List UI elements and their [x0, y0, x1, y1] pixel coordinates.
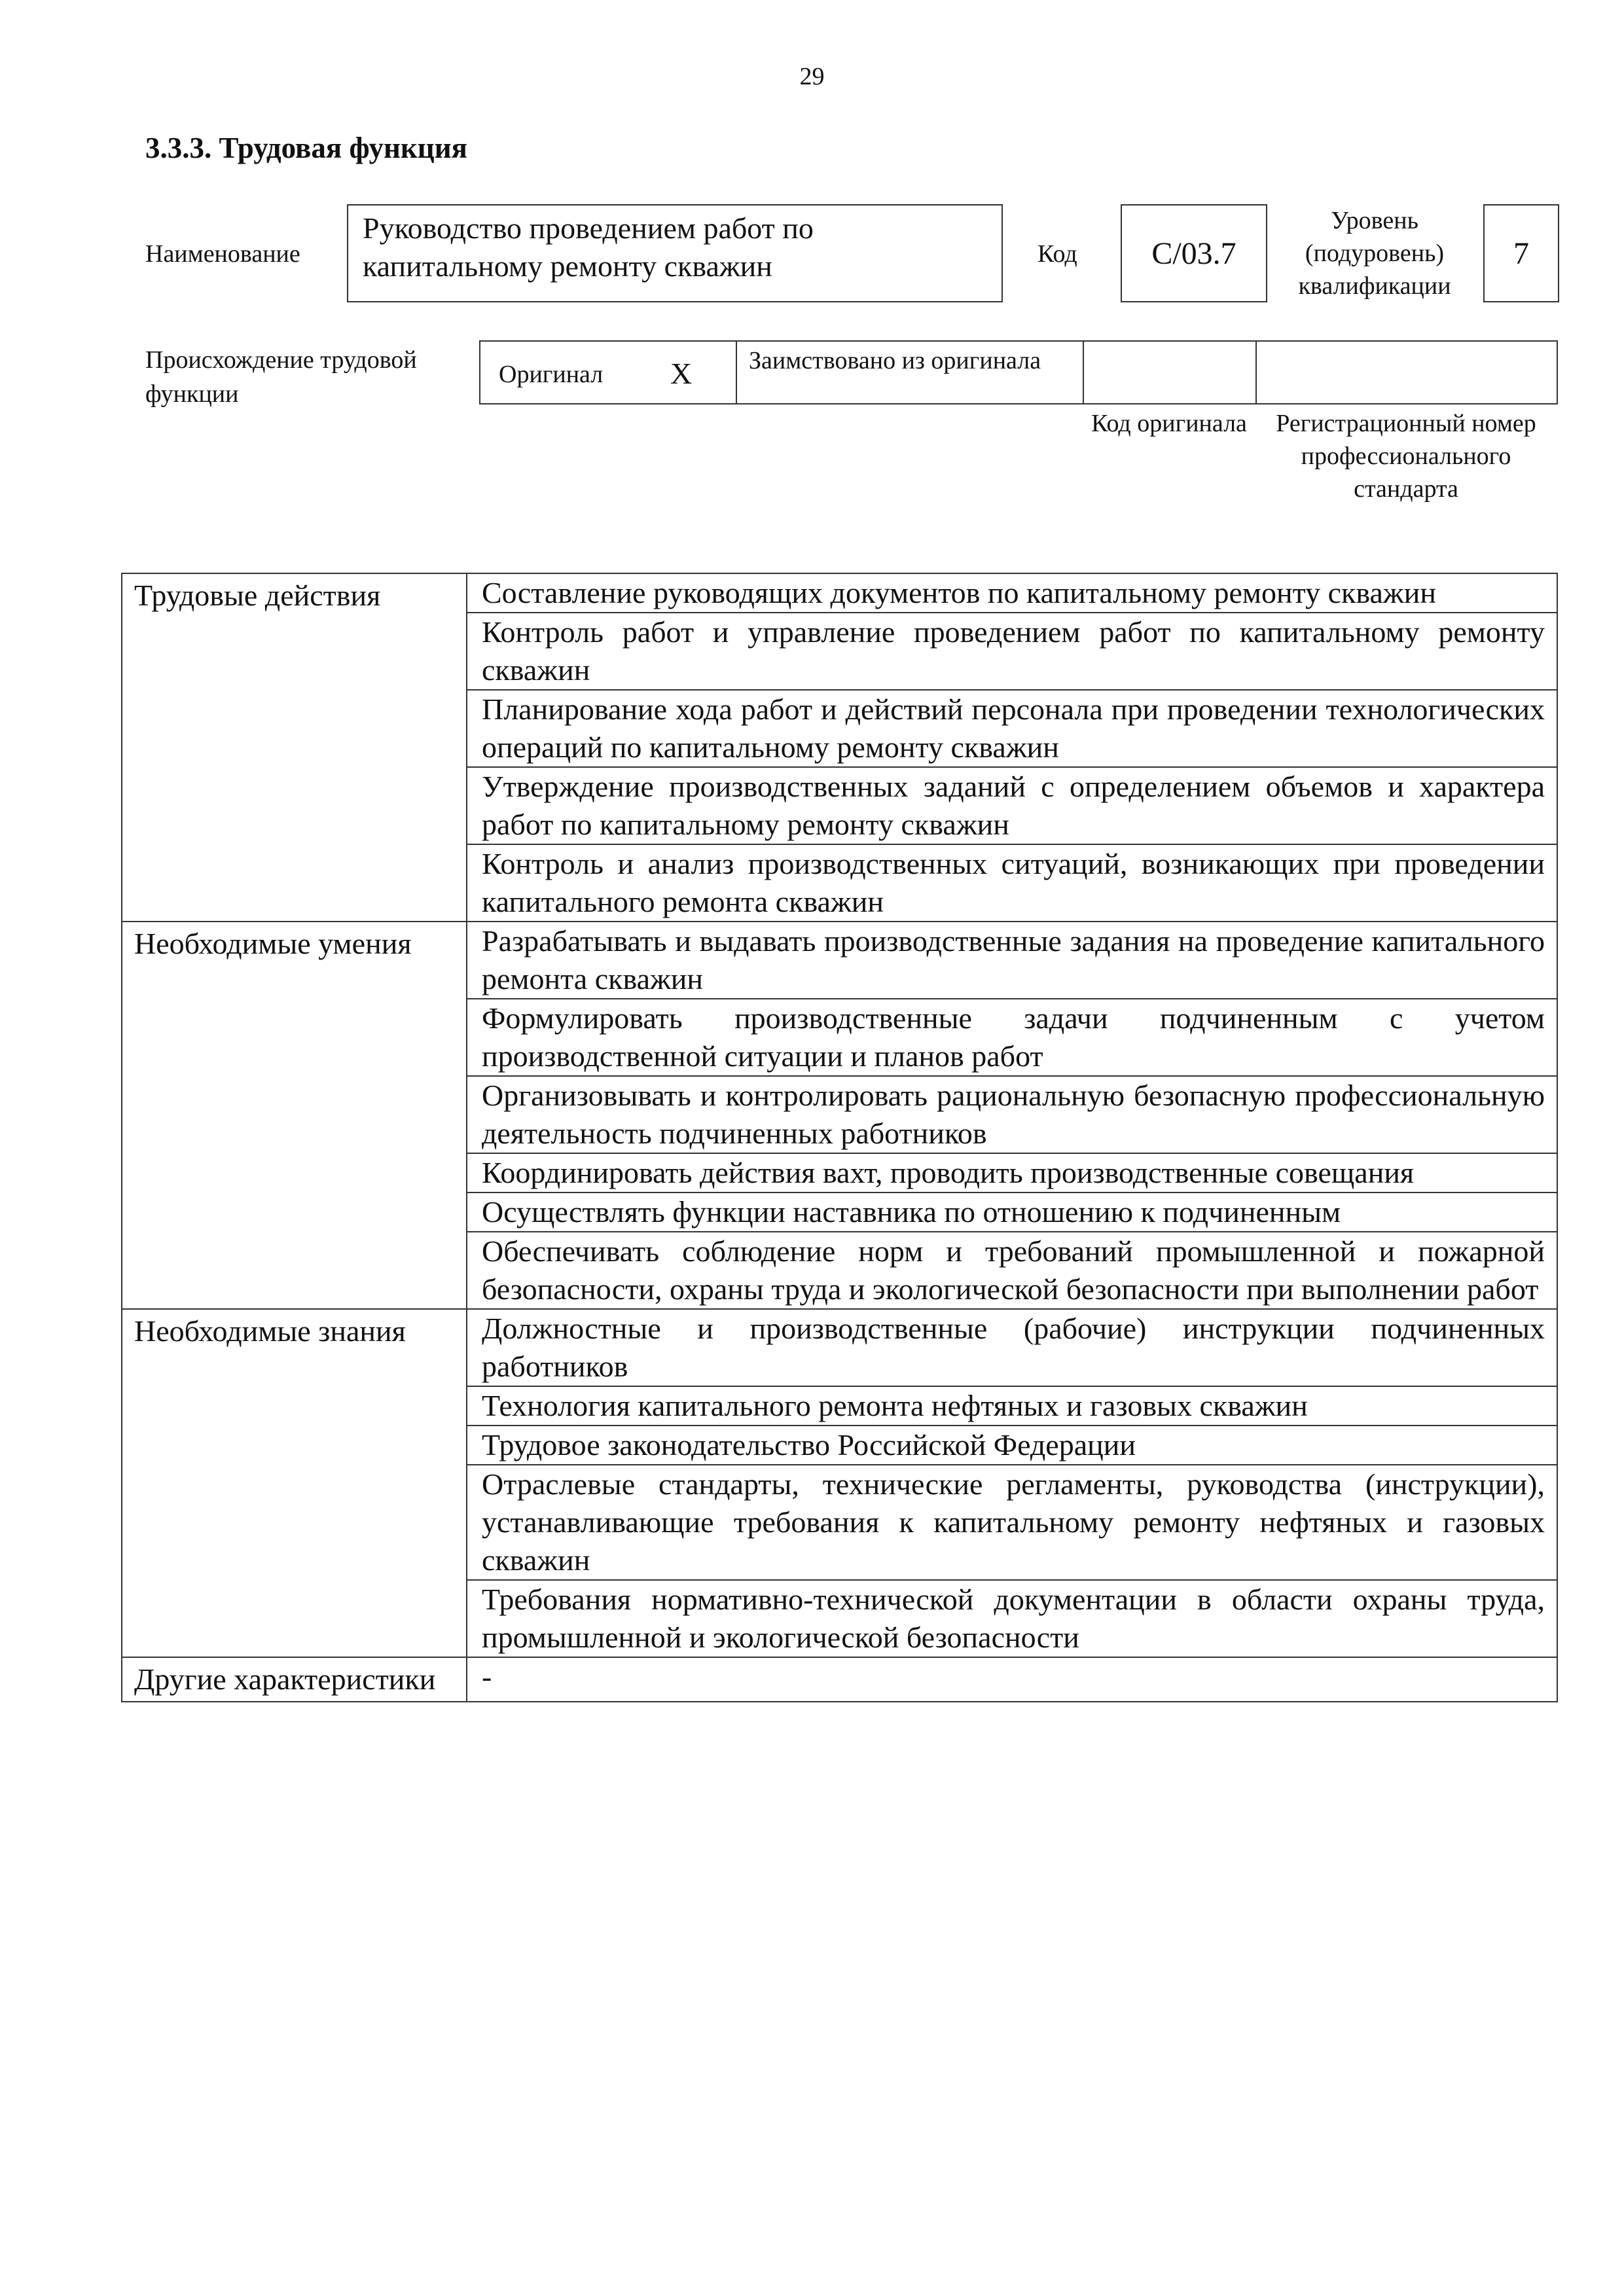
name-label: Наименование — [145, 240, 300, 268]
category-cell: Другие характеристики — [122, 1657, 467, 1702]
code-value-box: C/03.7 — [1121, 204, 1267, 302]
category-cell: Необходимые умения — [122, 922, 467, 1309]
origin-code-caption: Код оригинала — [1091, 410, 1247, 437]
table-row — [122, 922, 1557, 999]
function-table — [121, 573, 1558, 1702]
section-title: 3.3.3. Трудовая функция — [145, 132, 468, 164]
borrowed-label: Заимствовано из оригинала — [749, 347, 1041, 374]
origin-borrowed-cell — [737, 342, 1084, 404]
item-cell: Формулировать производственные задачи подчиненным с учетом производственной ситуации и планов работ — [467, 999, 1557, 1076]
item-cell: - — [467, 1657, 1557, 1702]
origin-reg-caption: Регистрационный номер профессионального стандарта — [1276, 410, 1536, 503]
qualification-level-box: 7 — [1483, 204, 1559, 302]
original-mark: X — [670, 357, 693, 390]
origin-original-cell — [480, 342, 737, 404]
origin-label: Происхождение трудовой функции — [145, 346, 417, 408]
item-cell: Трудовое законодательство Российской Федерации — [467, 1426, 1557, 1465]
item-cell: Координировать действия вахт, проводить производственные совещания — [467, 1153, 1557, 1193]
item-cell: Планирование хода работ и действий персонала при проведении технологических операций по капитальному ремонту скважин — [467, 690, 1557, 767]
item-cell: Контроль работ и управление проведением работ по капитальному ремонту скважин — [467, 613, 1557, 690]
table-row — [122, 573, 1557, 613]
item-cell: Технология капитального ремонта нефтяных и газовых скважин — [467, 1386, 1557, 1426]
name-value-box: Руководство проведением работ по капитальному ремонту скважин — [347, 204, 1003, 302]
item-cell: Контроль и анализ производственных ситуаций, возникающих при проведении капитального ремонта скважин — [467, 844, 1557, 922]
table-row — [122, 1657, 1557, 1702]
item-cell: Обеспечивать соблюдение норм и требований промышленной и пожарной безопасности, охраны труда и экологической безопасности при выполнении работ — [467, 1232, 1557, 1309]
page-number: 29 — [799, 63, 825, 90]
item-cell: Утверждение производственных заданий с определением объемов и характера работ по капитальному ремонту скважин — [467, 767, 1557, 844]
qualification-level-label: Уровень (подуровень) квалификации — [1298, 207, 1451, 300]
item-cell: Отраслевые стандарты, технические регламенты, руководства (инструкции), устанавливающие требования к капитальному ремонту нефтяных и газовых скважин — [467, 1465, 1557, 1580]
item-cell: Требования нормативно-технической документации в области охраны труда, промышленной и экологической безопасности — [467, 1580, 1557, 1657]
function-table-body — [122, 573, 1557, 1702]
category-cell: Необходимые знания — [122, 1309, 467, 1657]
code-label: Код — [1038, 240, 1077, 268]
table-row — [122, 1309, 1557, 1386]
item-cell: Организовывать и контролировать рациональную безопасную профессиональную деятельность подчиненных работников — [467, 1076, 1557, 1153]
origin-code-cell — [1084, 342, 1257, 404]
item-cell: Составление руководящих документов по капитальному ремонту скважин — [467, 573, 1557, 613]
original-label: Оригинал — [499, 361, 604, 388]
item-cell: Осуществлять функции наставника по отношению к подчиненным — [467, 1193, 1557, 1232]
item-cell: Разрабатывать и выдавать производственные задания на проведение капитального ремонта скважин — [467, 922, 1557, 999]
category-cell: Трудовые действия — [122, 573, 467, 922]
origin-grid — [479, 340, 1558, 404]
item-cell: Должностные и производственные (рабочие) инструкции подчиненных работников — [467, 1309, 1557, 1386]
origin-reg-cell — [1257, 342, 1558, 404]
